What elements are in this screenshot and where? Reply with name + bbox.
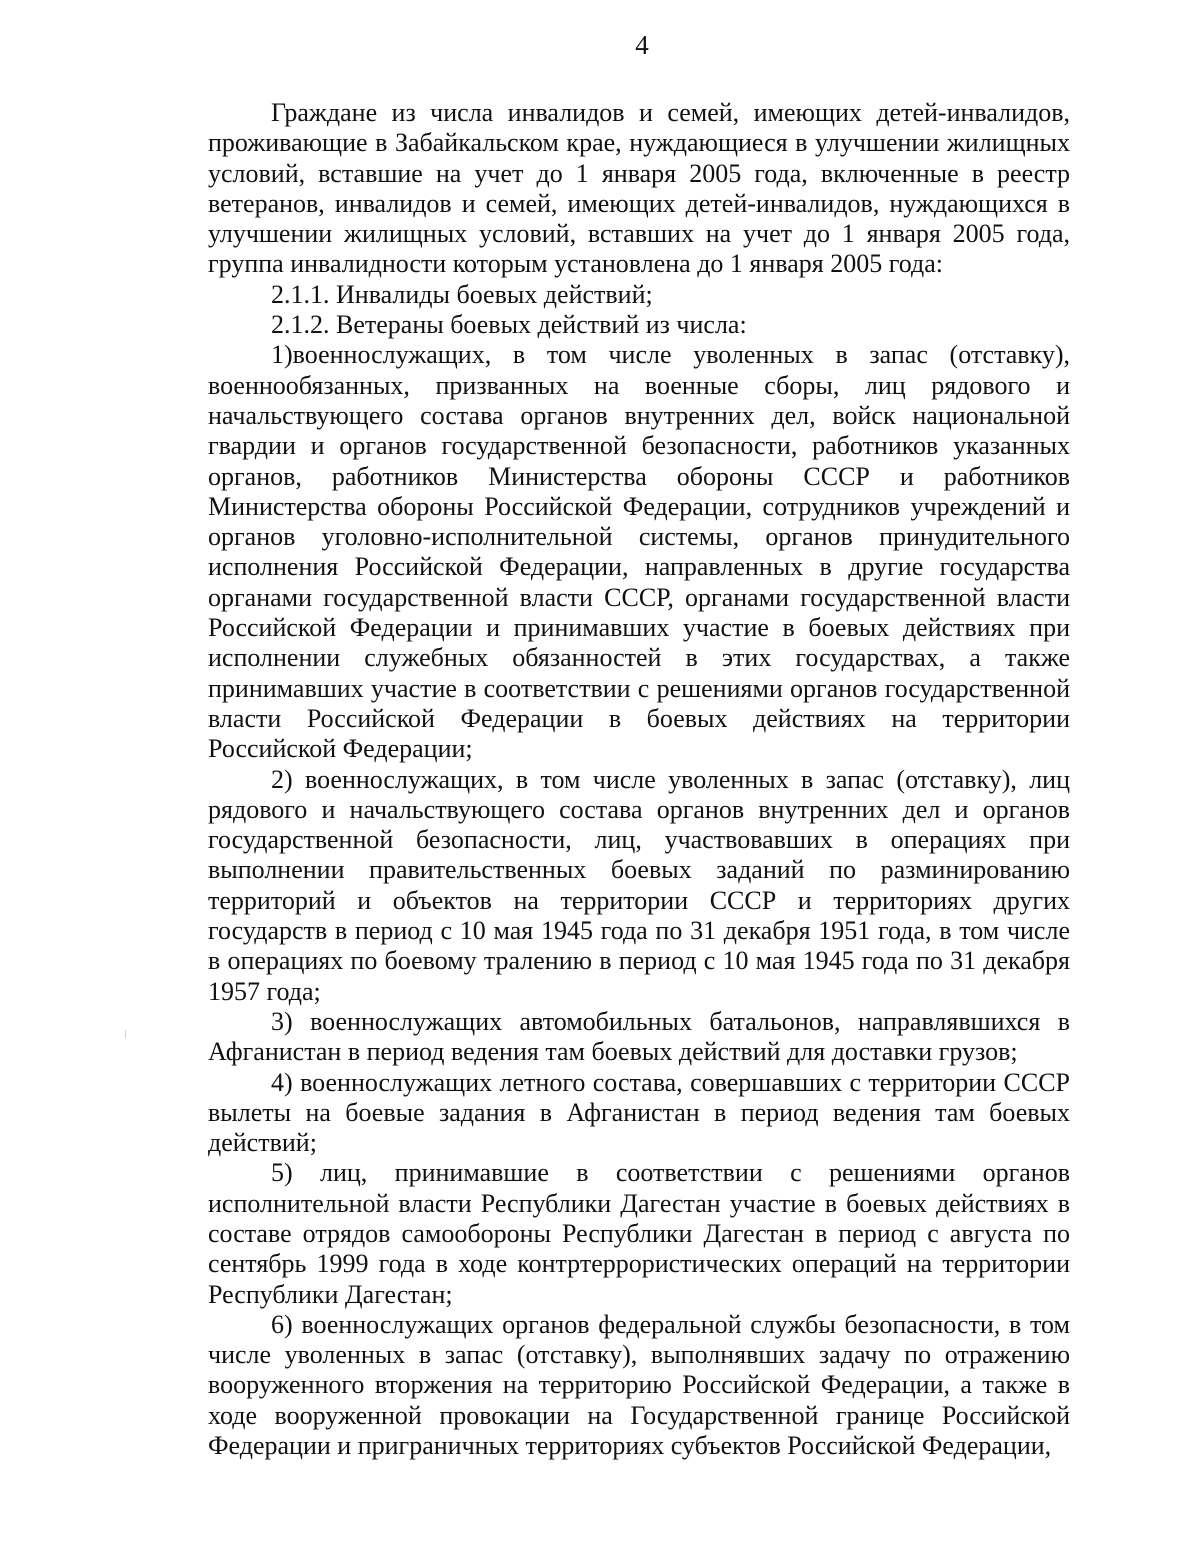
paragraph-2-1-1: 2.1.1. Инвалиды боевых действий; [271,279,653,309]
scan-margin-mark [125,1030,126,1038]
document-body [208,98,1070,1461]
list-item-3: 3) военнослужащих автомобильных батальонов, направлявшихся в Афганистан в период ведения там боевых действий для доставки грузов; [208,1006,1070,1067]
list-item-2: 2) военнослужащих, в том числе уволенных в запас (отставку), лиц рядового и начальствующего состава органов внутренних дел и органов государственной безопасности, лиц, участвовавших в операциях при выполнении правительственных боевых заданий по разминированию территорий и объектов на территории СССР и территориях других государств в период с 10 мая 1945 года по 31 декабря 1951 года, в том числе в операциях по боевому тралению в период с 10 мая 1945 года по 31 декабря 1957 года; [208,764,1070,1006]
paragraph-intro: Граждане из числа инвалидов и семей, имеющих детей-инвалидов, проживающие в Забайкальском крае, нуждающиеся в улучшении жилищных условий, вставшие на учет до 1 января 2005 года, включенные в реестр ветеранов, инвалидов и семей, имеющих детей-инвалидов, нуждающихся в улучшении жилищных условий, вставших на учет до 1 января 2005 года, группа инвалидности которым установлена до 1 января 2005 года: [208,98,1070,279]
list-item-4: 4) военнослужащих летного состава, совершавших с территории СССР вылеты на боевые задания в Афганистан в период ведения там боевых действий; [208,1067,1070,1158]
paragraph-2-1-2: 2.1.2. Ветераны боевых действий из числа: [271,310,747,340]
page-number: 4 [635,30,649,60]
list-item-5: 5) лиц, принимавшие в соответствии с решениями органов исполнительной власти Республики Дагестан участие в боевых действиях в составе отрядов самообороны Республики Дагестан в период с августа по сентябрь 1999 года в ходе контртеррористических операций на территории Республики Дагестан; [208,1158,1070,1309]
list-item-1: 1)военнослужащих, в том числе уволенных в запас (отставку), военнообязанных, призванных на военные сборы, лиц рядового и начальствующего состава органов внутренних дел, войск национальной гвардии и органов государственной безопасности, работников указанных органов, работников Министерства обороны СССР и работников Министерства обороны Российской Федерации, сотрудников учреждений и органов уголовно-исполнительной системы, органов принудительного исполнения Российской Федерации, направленных в другие государства органами государственной власти СССР, органами государственной власти Российской Федерации и принимавших участие в боевых действиях при исполнении служебных обязанностей в этих государствах, а также принимавших участие в соответствии с решениями органов государственной власти Российской Федерации в боевых действиях на территории Российской Федерации; [208,340,1070,764]
list-item-6: 6) военнослужащих органов федеральной службы безопасности, в том числе уволенных в запас (отставку), выполнявших задачу по отражению вооруженного вторжения на территорию Российской Федерации, а также в ходе вооруженной провокации на Государственной границе Российской Федерации и приграничных территориях субъектов Российской Федерации, [208,1309,1070,1461]
